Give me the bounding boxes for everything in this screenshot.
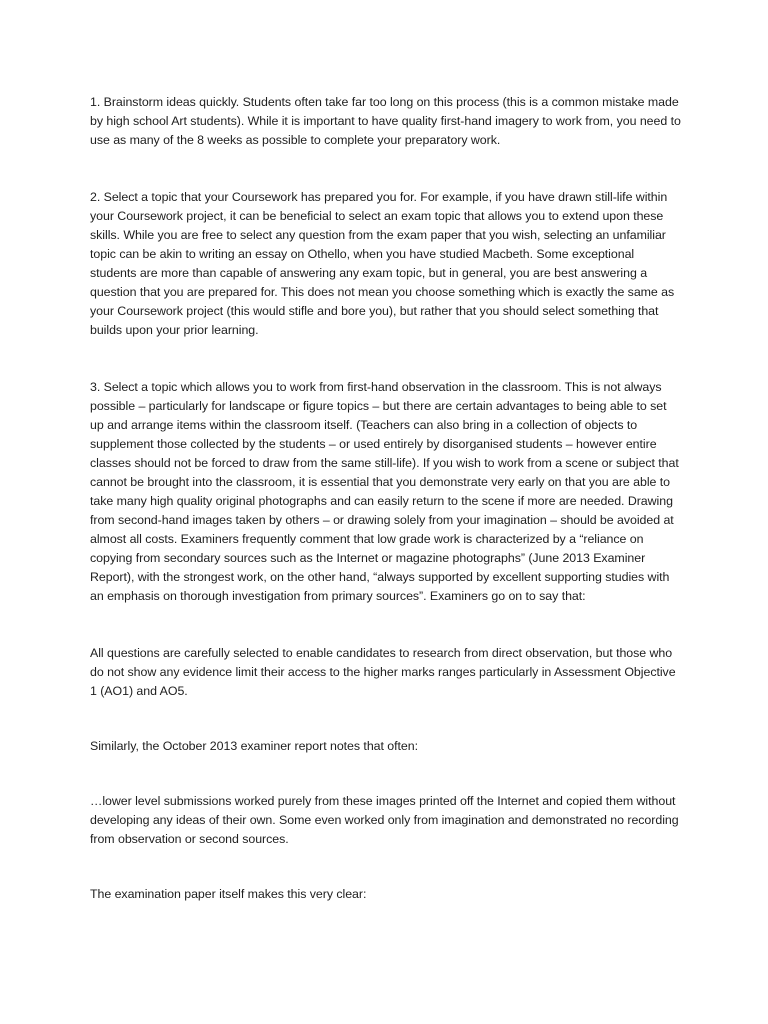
paragraph-brainstorm: 1. Brainstorm ideas quickly. Students often take far too long on this process (this is a common mistake made by high school Art students). While it is important to have quality first-hand imagery to work from, you need to use as many of the 8 weeks as possible to complete your preparatory work.	[90, 95, 681, 147]
paragraph-first-hand-observation: 3. Select a topic which allows you to work from first-hand observation in the classroom. This is not always possible – particularly for landscape or figure topics – but there are certain advantages to being able to set up and arrange items within the classroom itself. (Teachers can also bring in a collection of objects to supplement those collected by the students – or used entirely by disorganised students – however entire classes should not be forced to draw from the same still-life). If you wish to work from a scene or subject that cannot be brought into the classroom, it is essential that you demonstrate very early on that you are able to take many high quality original photographs and can easily return to the scene if more are needed. Drawing from second-hand images taken by others – or drawing solely from your imagination – should be avoided at almost all costs. Examiners frequently comment that low grade work is characterized by a “reliance on copying from secondary sources such as the Internet or magazine photographs” (June 2013 Examiner Report), with the strongest work, on the other hand, “always supported by excellent supporting studies with an emphasis on thorough investigation from primary sources”. Examiners go on to say that:	[90, 380, 679, 603]
paragraph-select-topic: 2. Select a topic that your Coursework has prepared you for. For example, if you have drawn still-life within your Coursework project, it can be beneficial to select an exam topic that allows you to extend upon these skills. While you are free to select any question from the exam paper that you wish, selecting an unfamiliar topic can be akin to writing an essay on Othello, when you have studied Macbeth. Some exceptional students are more than capable of answering any exam topic, but in general, you are best answering a question that you are prepared for. This does not mean you choose something which is exactly the same as your Coursework project (this would stifle and bore you), but rather that you should select something that builds upon your prior learning.	[90, 190, 675, 337]
quote-examiner-june: All questions are carefully selected to enable candidates to research from direct observation, but those who do not show any evidence limit their access to the higher marks ranges particularly in Assessment Objective 1 (AO1) and AO5.	[90, 646, 676, 698]
paragraph-exam-paper: The examination paper itself makes this very clear:	[90, 887, 367, 901]
quote-examiner-october: …lower level submissions worked purely from these images printed off the Internet and copied them without developing any ideas of their own. Some even worked only from imagination and demonstrated no recording from observation or second sources.	[90, 794, 679, 846]
document-body	[90, 93, 682, 904]
paragraph-october-report: Similarly, the October 2013 examiner report notes that often:	[90, 739, 418, 753]
